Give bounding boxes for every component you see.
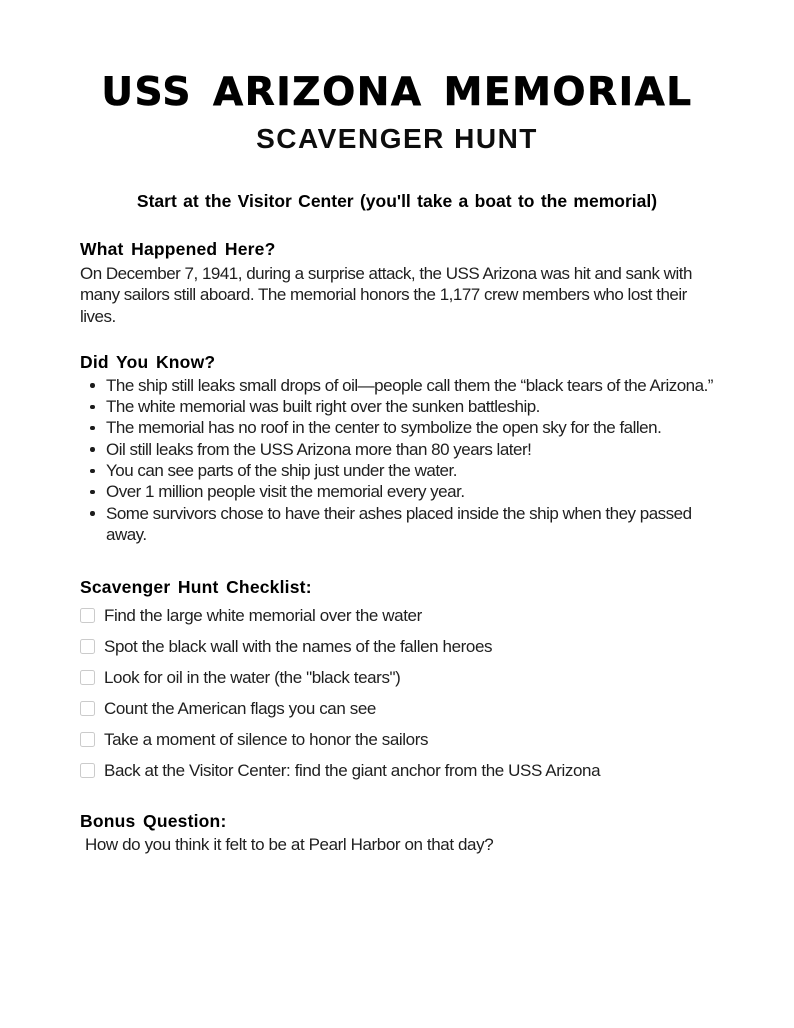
checklist-row — [80, 662, 725, 693]
checklist-item-label: Look for oil in the water (the "black tears") — [104, 668, 401, 688]
checklist-row — [80, 693, 725, 724]
checkbox-unchecked[interactable] — [80, 732, 95, 747]
checkbox-unchecked[interactable] — [80, 670, 95, 685]
fact-item: The ship still leaks small drops of oil—people call them the “black tears of the Arizona.” — [80, 375, 725, 396]
checklist-item-label: Find the large white memorial over the water — [104, 606, 422, 626]
checkbox-unchecked[interactable] — [80, 701, 95, 716]
checklist — [80, 600, 725, 786]
page-title: USS ARIZONA MEMORIAL — [101, 70, 693, 115]
content-area — [80, 238, 725, 856]
bonus-question: How do you think it felt to be at Pearl Harbor on that day? — [85, 835, 494, 855]
checklist-item-label: Count the American flags you can see — [104, 699, 376, 719]
tagline: Start at the Visitor Center (you'll take a boat to the memorial) — [136, 191, 658, 211]
fact-item: You can see parts of the ship just under the water. — [80, 460, 725, 481]
checklist-item-label: Spot the black wall with the names of the fallen heroes — [104, 637, 493, 657]
fact-item: Over 1 million people visit the memorial every year. — [80, 481, 725, 502]
fact-item: Some survivors chose to have their ashes placed inside the ship when they passed away. — [80, 503, 725, 546]
fact-item: The memorial has no roof in the center to symbolize the open sky for the fallen. — [80, 417, 725, 438]
section-heading-what-happened: What Happened Here? — [80, 239, 276, 259]
page-subtitle: SCAVENGER HUNT — [256, 123, 538, 154]
fact-item: The white memorial was built right over the sunken battleship. — [80, 396, 725, 417]
section-heading-bonus: Bonus Question: — [80, 811, 227, 832]
checklist-row — [80, 600, 725, 631]
fact-item: Oil still leaks from the USS Arizona more than 80 years later! — [80, 439, 725, 460]
checkbox-unchecked[interactable] — [80, 608, 95, 623]
facts-list — [80, 375, 725, 545]
checkbox-unchecked[interactable] — [80, 639, 95, 654]
checklist-row — [80, 724, 725, 755]
checklist-row — [80, 755, 725, 786]
checkbox-unchecked[interactable] — [80, 763, 95, 778]
checklist-item-label: Take a moment of silence to honor the sailors — [104, 730, 429, 750]
checklist-row — [80, 631, 725, 662]
what-happened-body: On December 7, 1941, during a surprise attack, the USS Arizona was hit and sank with many sailors still aboard. The memorial honors the 1,177 crew members who lost their lives. — [80, 264, 692, 326]
checklist-item-label: Back at the Visitor Center: find the giant anchor from the USS Arizona — [104, 761, 601, 781]
section-heading-did-you-know: Did You Know? — [80, 351, 216, 372]
section-heading-checklist: Scavenger Hunt Checklist: — [80, 577, 312, 598]
